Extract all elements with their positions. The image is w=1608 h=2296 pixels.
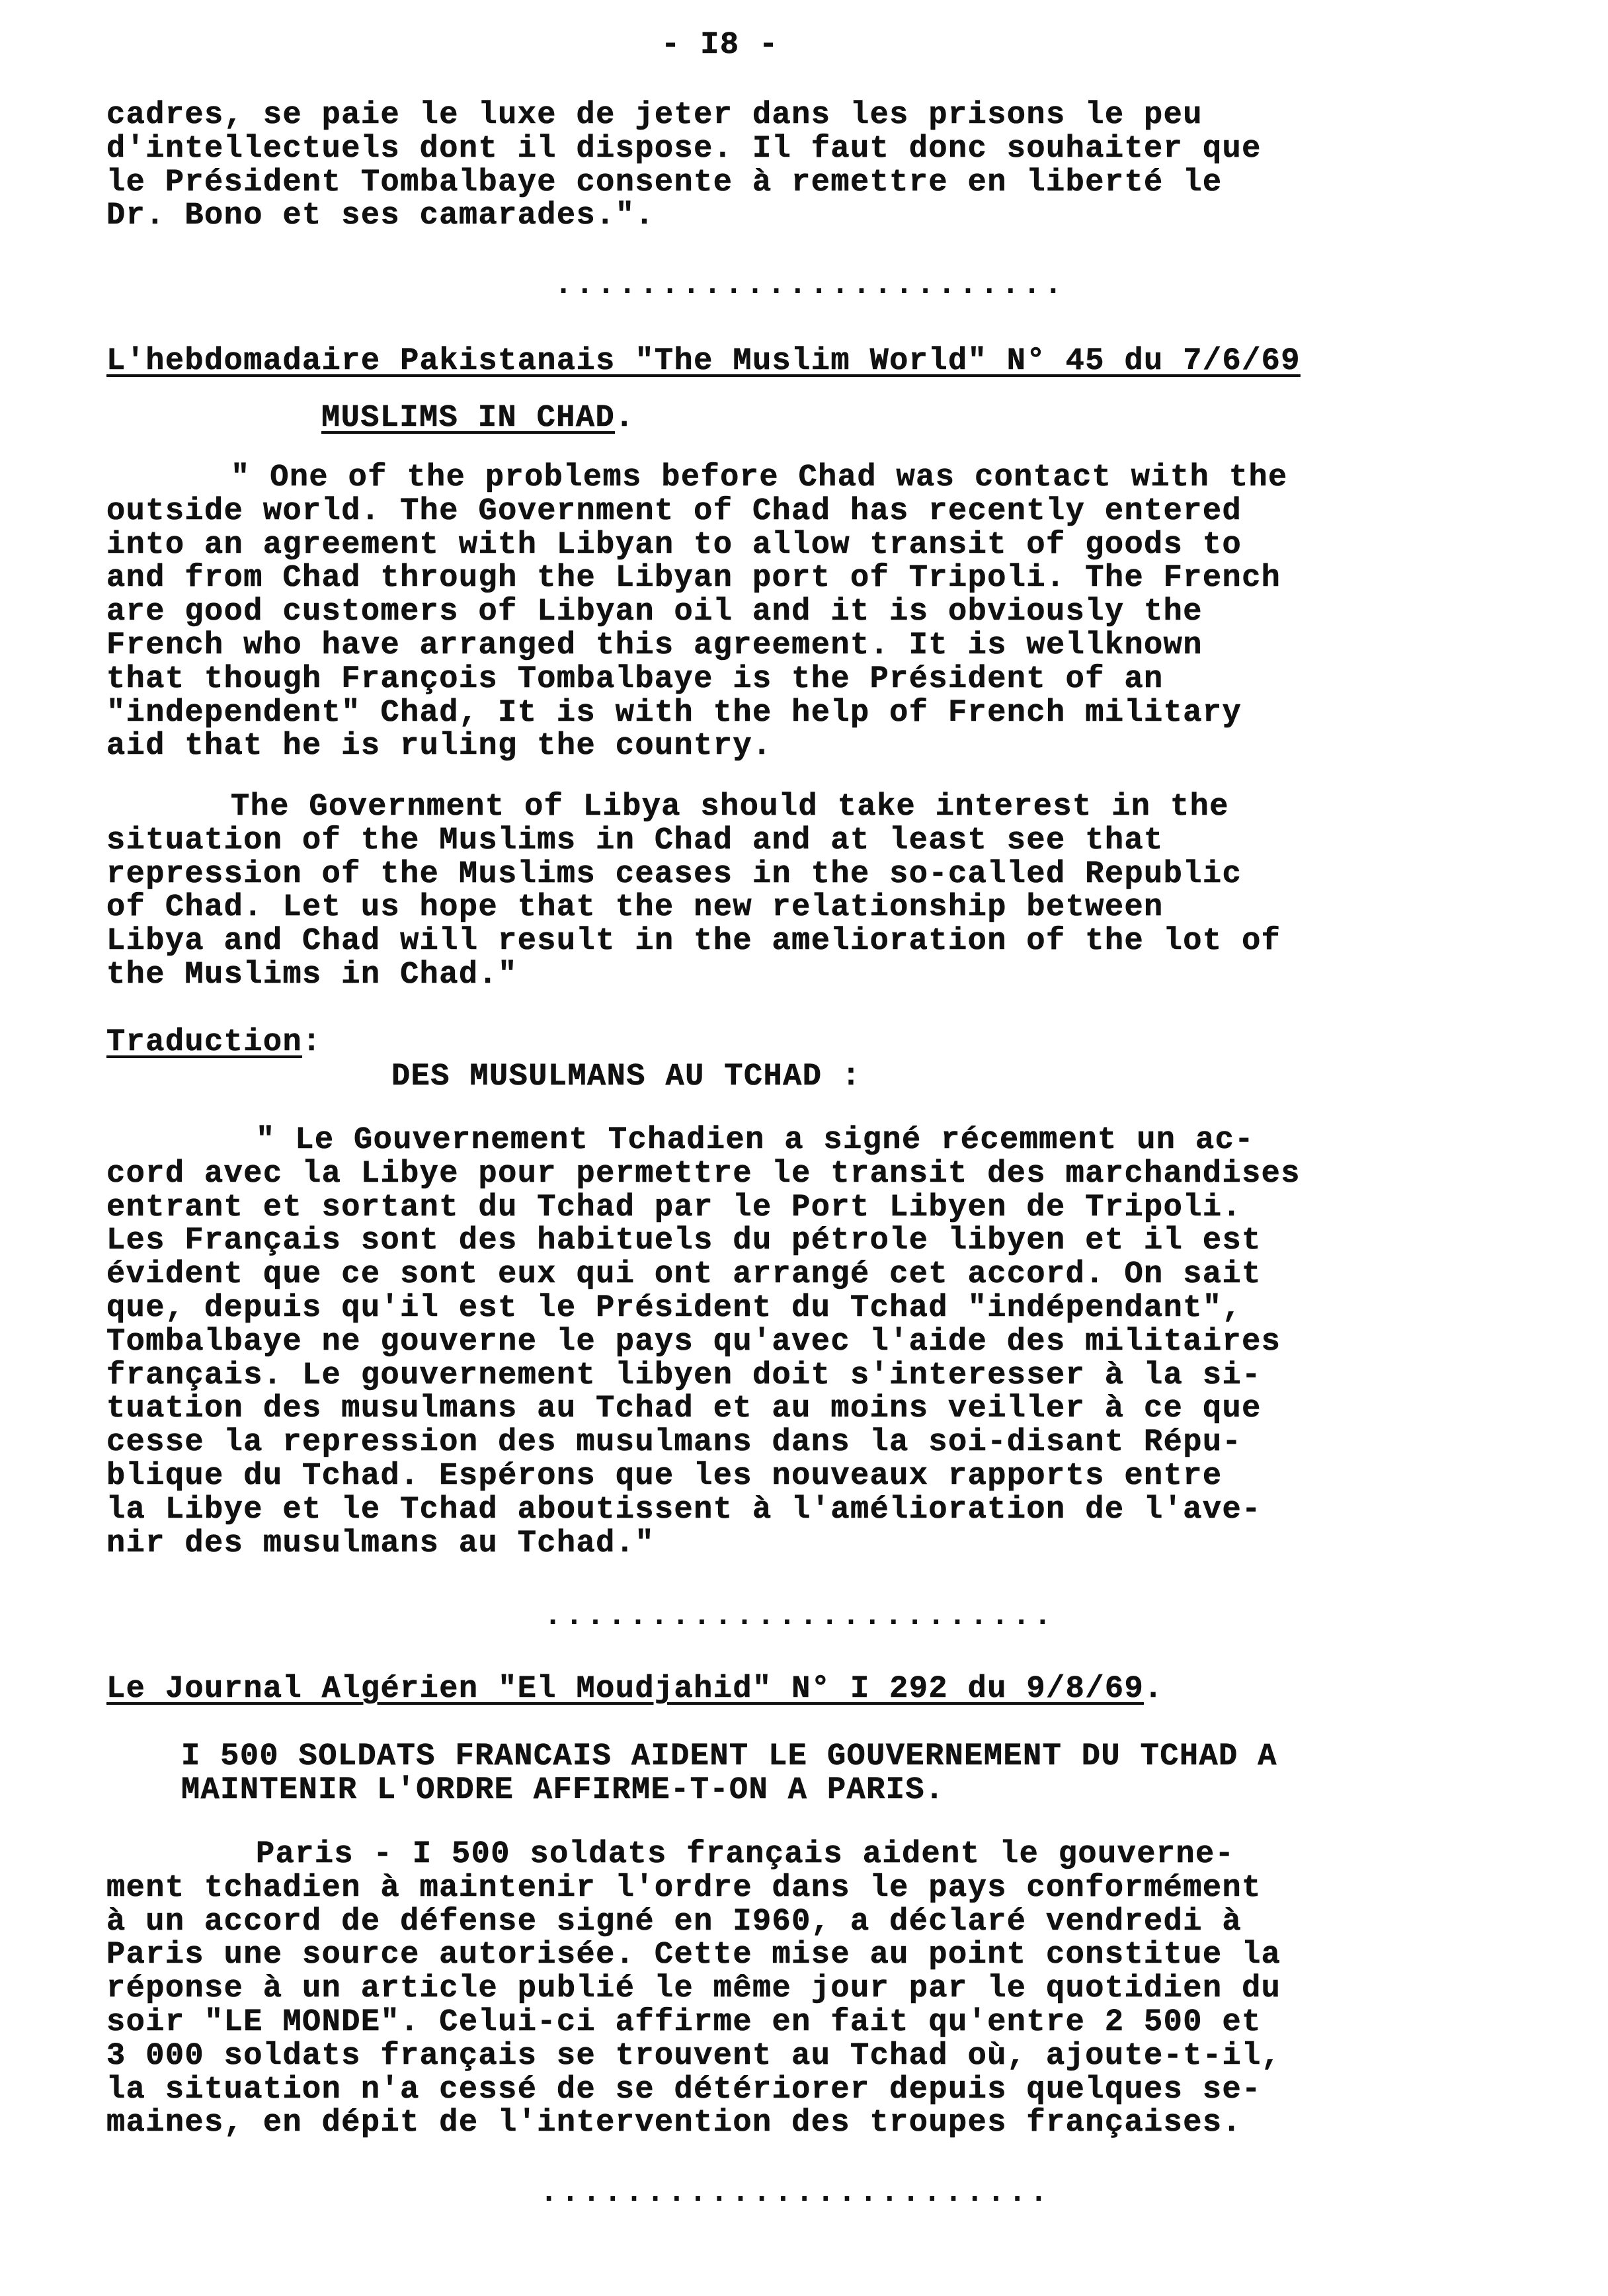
text-line: outside world. The Government of Chad has recently entered xyxy=(106,493,1242,529)
text-line: that though François Tombalbaye is the Président of an xyxy=(106,661,1164,697)
text-line: " Le Gouvernement Tchadien a signé récemment un ac- xyxy=(256,1123,1254,1158)
translation-label xyxy=(106,1026,322,1060)
text-line: évident que ce sont eux qui ont arrangé cet accord. On sait xyxy=(106,1257,1262,1293)
text-line: à un accord de défense signé en I960, a déclaré vendredi à xyxy=(106,1904,1242,1940)
text-line: I 500 SOLDATS FRANCAIS AIDENT LE GOUVERNEMENT DU TCHAD A xyxy=(181,1739,1277,1774)
text-line: blique du Tchad. Espérons que les nouveaux rapports entre xyxy=(106,1458,1223,1494)
text-line: réponse à un article publié le même jour par le quotidien du xyxy=(106,1971,1281,2007)
translation-paragraph xyxy=(106,1124,1301,1561)
section2-heading-text: Le Journal Algérien "El Moudjahid" N° I 292 du 9/8/69 xyxy=(106,1672,1145,1707)
text-line: la Libye et le Tchad aboutissent à l'amélioration de l'ave- xyxy=(106,1492,1262,1528)
text-line: the Muslims in Chad." xyxy=(106,957,518,993)
text-line: ment tchadien à maintenir l'ordre dans le pays conformément xyxy=(106,1870,1262,1906)
text-line: and from Chad through the Libyan port of Tripoli. The French xyxy=(106,561,1281,596)
text-line: nir des musulmans au Tchad." xyxy=(106,1526,655,1561)
section2-heading-suffix: . xyxy=(1144,1672,1164,1707)
text-line: que, depuis qu'il est le Président du Tchad "indépendant", xyxy=(106,1290,1242,1326)
text-line: maines, en dépit de l'intervention des troupes françaises. xyxy=(106,2106,1242,2141)
section1-title-suffix: . xyxy=(615,401,635,436)
text-line: Dr. Bono et ses camarades.". xyxy=(106,198,655,234)
section2-title xyxy=(181,1741,1277,1808)
text-line: tuation des musulmans au Tchad et au moins veiller à ce que xyxy=(106,1391,1262,1427)
translation-title: DES MUSULMANS AU TCHAD : xyxy=(391,1059,862,1094)
text-line: Paris une source autorisée. Cette mise au point constitue la xyxy=(106,1938,1281,1973)
text-line: entrant et sortant du Tchad par le Port Libyen de Tripoli. xyxy=(106,1190,1242,1225)
text-line: cord avec la Libye pour permettre le transit des marchandises xyxy=(106,1156,1301,1192)
text-line: Tombalbaye ne gouverne le pays qu'avec l'aide des militaires xyxy=(106,1324,1281,1360)
section1-title xyxy=(321,402,635,436)
text-line: The Government of Libya should take interest in the xyxy=(231,790,1229,825)
section2-paragraph xyxy=(106,1838,1281,2141)
text-line: cadres, se paie le luxe de jeter dans les prisons le peu xyxy=(106,98,1203,133)
text-line: la situation n'a cessé de se détériorer depuis quelques se- xyxy=(106,2072,1262,2108)
text-line: MAINTENIR L'ORDRE AFFIRME-T-ON A PARIS. xyxy=(181,1772,945,1808)
text-line: " One of the problems before Chad was contact with the xyxy=(231,460,1288,495)
section1-heading-text: L'hebdomadaire Pakistanais "The Muslim World" N° 45 du 7/6/69 xyxy=(106,344,1301,379)
text-line: French who have arranged this agreement. It is wellknown xyxy=(106,628,1203,663)
text-line: français. Le gouvernement libyen doit s'interesser à la si- xyxy=(106,1358,1262,1393)
translation-label-suffix: : xyxy=(302,1025,322,1060)
text-line: Les Français sont des habituels du pétrole libyen et il est xyxy=(106,1223,1262,1259)
page-number: - I8 - xyxy=(661,28,779,63)
text-line: aid that he is ruling the country. xyxy=(106,729,772,764)
translation-label-text: Traduction xyxy=(106,1025,303,1060)
text-line: Paris - I 500 soldats français aident le gouverne- xyxy=(256,1837,1235,1872)
text-line: d'intellectuels dont il dispose. Il faut donc souhaiter que xyxy=(106,131,1262,167)
text-line: are good customers of Libyan oil and it is obviously the xyxy=(106,594,1203,630)
text-line: soir "LE MONDE". Celui-ci affirme en fait qu'entre 2 500 et xyxy=(106,2004,1262,2040)
text-line: le Président Tombalbaye consente à remettre en liberté le xyxy=(106,165,1223,200)
section1-para1 xyxy=(106,462,1288,764)
text-line: Libya and Chad will result in the amelioration of the lot of xyxy=(106,924,1281,960)
text-line: into an agreement with Libyan to allow transit of goods to xyxy=(106,527,1242,563)
section1-para2 xyxy=(106,791,1281,993)
text-line: cesse la repression des musulmans dans la soi-disant Répu- xyxy=(106,1425,1242,1461)
text-line: situation of the Muslims in Chad and at least see that xyxy=(106,823,1164,858)
text-line: 3 000 soldats français se trouvent au Tchad où, ajoute-t-il, xyxy=(106,2038,1281,2074)
intro-paragraph xyxy=(106,99,1262,233)
text-line: of Chad. Let us hope that the new relationship between xyxy=(106,890,1164,926)
separator-1: ........................ xyxy=(554,268,1065,303)
section2-heading xyxy=(106,1673,1164,1707)
section1-title-text: MUSLIMS IN CHAD xyxy=(321,401,616,436)
text-line: repression of the Muslims ceases in the so-called Republic xyxy=(106,856,1242,892)
text-line: "independent" Chad, It is with the help of French military xyxy=(106,695,1242,731)
section1-heading xyxy=(106,345,1301,379)
separator-2: ........................ xyxy=(543,1599,1055,1634)
separator-3: ........................ xyxy=(540,2176,1051,2211)
